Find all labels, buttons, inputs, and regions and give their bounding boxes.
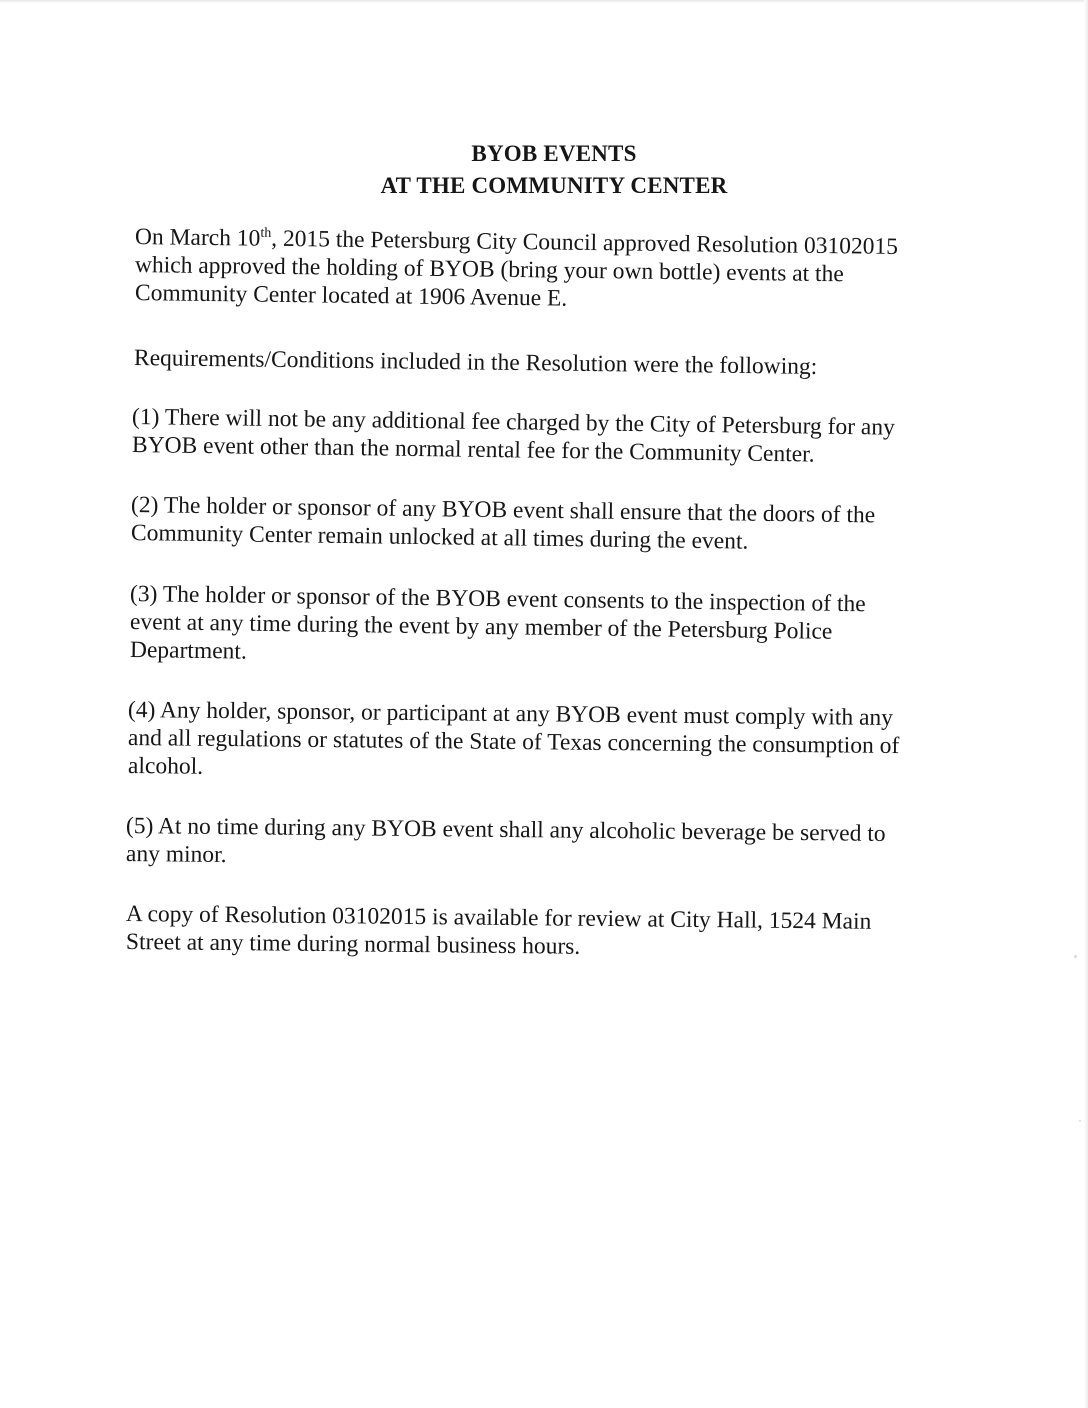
- requirements-intro: [133, 344, 964, 380]
- scan-speck: [1074, 955, 1077, 958]
- condition-5-line-1: (5) At no time during any BYOB event shall any alcoholic beverage be served to: [125, 813, 886, 847]
- condition-3-line-1: (3) The holder or sponsor of the BYOB event consents to the inspection of the: [129, 581, 866, 618]
- condition-2-line-1: (2) The holder or sponsor of any BYOB event shall ensure that the doors of the: [130, 492, 876, 529]
- closing-line-1: A copy of Resolution 03102015 is available for review at City Hall, 1524 Main: [125, 901, 872, 935]
- scan-edge-right: [1084, 0, 1088, 1408]
- document-title-line-2: AT THE COMMUNITY CENTER: [380, 173, 728, 198]
- intro-line-2: which approved the holding of BYOB (bring your own bottle) events at the: [134, 252, 844, 288]
- condition-1-line-1: (1) There will not be any additional fee charged by the City of Petersburg for any: [131, 404, 895, 441]
- condition-3-line-2: event at any time during the event by any member of the Petersburg Police: [129, 609, 833, 645]
- condition-4: [128, 696, 958, 780]
- condition-3-line-3: Department.: [129, 637, 247, 665]
- closing-line-2: Street at any time during normal business hours.: [125, 929, 581, 960]
- ordinal-suffix: th: [260, 225, 272, 241]
- condition-2: [130, 491, 961, 555]
- condition-2-line-2: Community Center remain unlocked at all times during the event.: [130, 520, 749, 555]
- condition-5-line-2: any minor.: [125, 841, 227, 869]
- condition-1: [131, 403, 962, 468]
- intro-line-1-start: On March 10: [134, 224, 261, 252]
- condition-1-line-2: BYOB event other than the normal rental fee for the Community Center.: [131, 432, 815, 468]
- condition-4-line-3: alcohol.: [127, 753, 204, 780]
- condition-5: [126, 812, 956, 868]
- requirements-intro-line: Requirements/Conditions included in the Resolution were the following:: [133, 345, 818, 380]
- intro-line-1-end: , 2015 the Petersburg City Council approved Resolution 03102015: [271, 225, 899, 260]
- document-title-line-1: BYOB EVENTS: [471, 141, 637, 166]
- condition-4-line-2: and all regulations or statutes of the State of Texas concerning the consumption of: [127, 725, 900, 760]
- intro-line-3: Community Center located at 1906 Avenue E.: [134, 280, 568, 312]
- scan-edge-top: [0, 0, 1088, 3]
- condition-3: [130, 580, 960, 664]
- scan-speck: [1079, 1120, 1081, 1122]
- condition-4-line-1: (4) Any holder, sponsor, or participant at any BYOB event must comply with any: [127, 697, 894, 732]
- intro-paragraph: [134, 223, 965, 312]
- closing-paragraph: [125, 900, 956, 960]
